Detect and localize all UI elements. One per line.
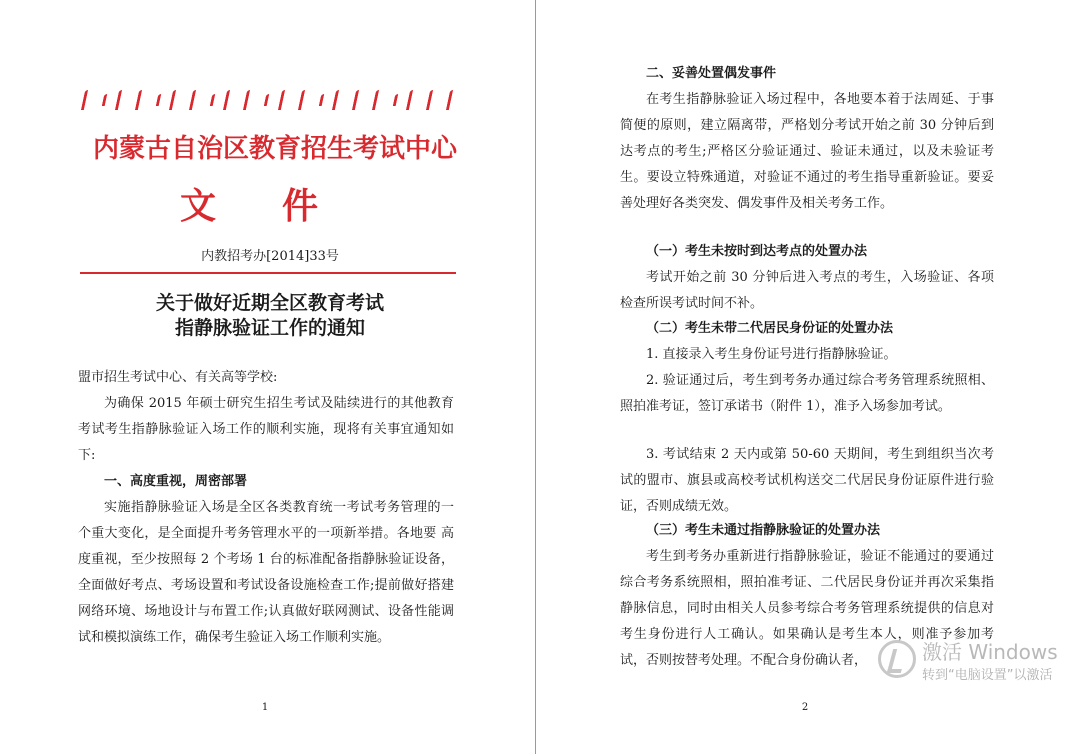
document-number: 内教招考办[2014]33号 <box>201 249 339 264</box>
notice-title-line-2: 指静脉验证工作的通知 <box>174 317 365 339</box>
subsection-3-heading: （三）考生未通过指静脉验证的处置办法 <box>646 523 881 538</box>
recipient-line: 盟市招生考试中心、有关高等学校: <box>78 370 278 385</box>
subsection-2-heading: （二）考生未带二代居民身份证的处置办法 <box>646 321 894 336</box>
page-number-1: 1 <box>261 702 269 713</box>
section-1-heading: 一、高度重视，周密部署 <box>104 474 248 489</box>
notice-title-line-1: 关于做好近期全区教育考试 <box>155 292 384 314</box>
section-2-body: 在考生指静脉验证入场过程中，各地要本着于法周延、于事简便的原则，建立隔离带，严格划分考试开始之前 30 分钟后到达考点的考生;严格区分验证通过、验证未通过，以及未验证考生。要设立特殊通道，对验证不通过的考生指导重新验证。要妥善处理好各类突发、偶发事件及相关考务工作。 <box>620 92 994 211</box>
watermark-line-1: 激活 Windows <box>922 640 1058 664</box>
mongolian-script-logo <box>83 88 463 112</box>
windows-activation-watermark <box>878 636 1068 684</box>
subsection-1-heading: （一）考生未按时到达考点的处置办法 <box>646 244 868 259</box>
org-title: 内蒙古自治区教育招生考试中心 <box>92 134 457 164</box>
watermark-line-2: 转到“电脑设置”以激活 <box>922 668 1053 683</box>
document-kind-heading: 文件 <box>180 185 385 227</box>
section-1-body: 实施指静脉验证入场是全区各类教育统一考试考务管理的一个重大变化，是全面提升考务管理水平的一项新举措。各地要 高度重视，至少按照每 2 个考场 1 台的标准配备指静脉验证设备，全面做好考点、考场设置和考试设备设施检查工作;提前做好搭建网络环境、场地设计与布置工作;认真做好联网测试、设备性能调试和模拟演练工作，确保考生验证入场工作顺利实施。 <box>78 500 454 645</box>
subsection-2-item-1: 1. 直接录入考生身份证号进行指静脉验证。 <box>646 347 897 362</box>
section-2-heading: 二、妥善处置偶发事件 <box>646 66 777 81</box>
activation-logo-icon <box>878 640 916 678</box>
page-divider <box>535 0 536 754</box>
subsection-2-item-3: 3. 考试结束 2 天内或第 50-60 天期间，考生到组织当次考试的盟市、旗县或高校考试机构送交二代居民身份证原件进行验证，否则成绩无效。 <box>620 447 994 514</box>
red-header-rule <box>80 272 456 274</box>
subsection-1-body: 考试开始之前 30 分钟后进入考点的考生，入场验证、各项检查所误考试时间不补。 <box>620 270 994 311</box>
page-number-2: 2 <box>801 702 809 713</box>
subsection-2-item-2: 2. 验证通过后，考生到考务办通过综合考务管理系统照相、照拍准考证，签订承诺书（附件 1），准予入场参加考试。 <box>620 373 994 414</box>
intro-paragraph: 为确保 2015 年硕士研究生招生考试及陆续进行的其他教育考试考生指静脉验证入场工作的顺利实施，现将有关事宜通知如下: <box>78 396 454 463</box>
subsection-3-body: 考生到考务办重新进行指静脉验证，验证不能通过的要通过综合考务系统照相，照拍准考证、二代居民身份证并再次采集指静脉信息，同时由相关人员参考综合考务管理系统提供的信息对考生身份进行人工确认。如果确认是考生本人，则准予参加考试，否则按替考处理。不配合身份确认者， <box>620 549 994 668</box>
